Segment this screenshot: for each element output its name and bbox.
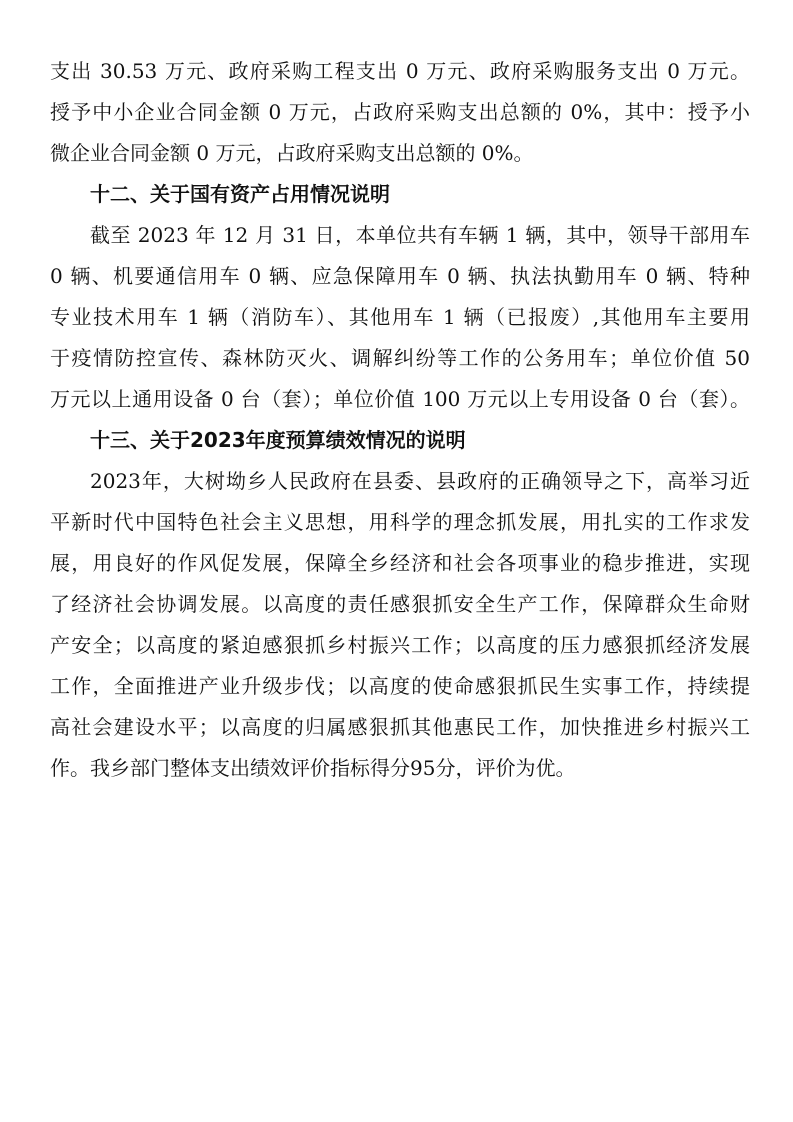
text-line: 展，用良好的作风促发展，保障全乡经济和社会各项事业的稳步推进，实现 (50, 551, 750, 575)
section-heading-performance: 十三、关于2023年度预算绩效情况的说明 (90, 428, 466, 452)
text-line: 高社会建设水平；以高度的归属感狠抓其他惠民工作，加快推进乡村振兴工 (50, 715, 750, 739)
text-line: 截至 2023 年 12 月 31 日，本单位共有车辆 1 辆，其中，领导干部用车 (90, 223, 750, 247)
text-line: 平新时代中国特色社会主义思想，用科学的理念抓发展，用扎实的工作求发 (50, 510, 750, 534)
text-line: 2023年，大树坳乡人民政府在县委、县政府的正确领导之下，高举习近 (90, 469, 750, 493)
text-line: 授予中小企业合同金额 0 万元，占政府采购支出总额的 0%，其中：授予小 (50, 100, 750, 124)
text-line: 0 辆、机要通信用车 0 辆、应急保障用车 0 辆、执法执勤用车 0 辆、特种 (50, 264, 750, 288)
text-line: 专业技术用车 1 辆（消防车）、其他用车 1 辆（已报废）,其他用车主要用 (50, 305, 750, 329)
text-line: 微企业合同金额 0 万元，占政府采购支出总额的 0%。 (50, 141, 534, 165)
text-line: 作。我乡部门整体支出绩效评价指标得分95分，评价为优。 (50, 756, 576, 780)
text-line: 产安全；以高度的紧迫感狠抓乡村振兴工作；以高度的压力感狠抓经济发展 (50, 633, 750, 657)
text-line: 了经济社会协调发展。以高度的责任感狠抓安全生产工作，保障群众生命财 (50, 592, 750, 616)
section-heading-assets: 十二、关于国有资产占用情况说明 (90, 182, 390, 206)
text-line: 支出 30.53 万元、政府采购工程支出 0 万元、政府采购服务支出 0 万元。 (50, 59, 750, 83)
text-line: 于疫情防控宣传、森林防灭火、调解纠纷等工作的公务用车；单位价值 50 (50, 346, 750, 370)
text-line: 工作，全面推进产业升级步伐；以高度的使命感狠抓民生实事工作，持续提 (50, 674, 750, 698)
text-line: 万元以上通用设备 0 台（套）；单位价值 100 万元以上专用设备 0 台（套）。 (50, 387, 750, 411)
